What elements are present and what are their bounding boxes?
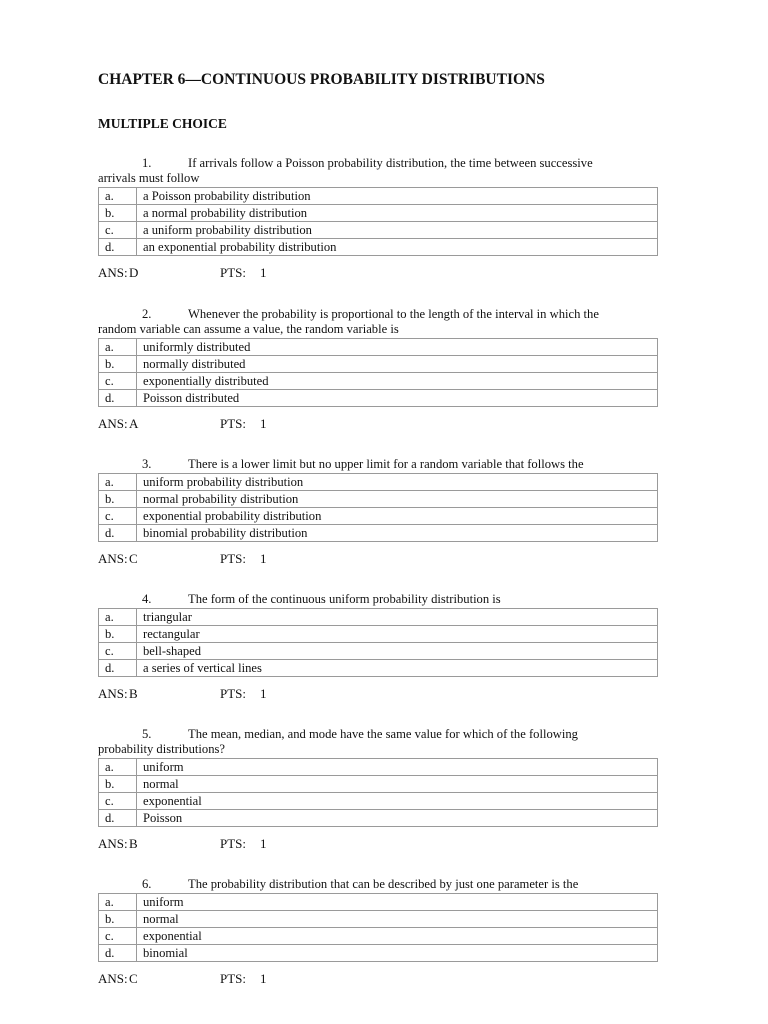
choice-row — [99, 626, 658, 643]
choice-letter: c. — [99, 222, 137, 239]
choice-row — [99, 776, 658, 793]
question-text-line1: The mean, median, and mode have the same value for which of the following — [188, 727, 578, 741]
choice-letter: d. — [99, 660, 137, 677]
answer-choices-table — [98, 473, 658, 542]
question-list — [98, 156, 660, 987]
question-text-line2: arrivals must follow — [98, 171, 200, 185]
choice-text: normal probability distribution — [137, 491, 658, 508]
choice-text: Poisson distributed — [137, 390, 658, 407]
choice-letter: c. — [99, 508, 137, 525]
choice-row — [99, 373, 658, 390]
choice-text: an exponential probability distribution — [137, 239, 658, 256]
answer-value: D — [129, 265, 139, 280]
choice-letter: d. — [99, 945, 137, 962]
question-number: 6. — [142, 877, 152, 891]
choice-row — [99, 239, 658, 256]
choice-text: normal — [137, 776, 658, 793]
points-value: 1 — [260, 836, 267, 851]
answer-choices-table — [98, 187, 658, 256]
choice-text: bell-shaped — [137, 643, 658, 660]
choice-text: uniform probability distribution — [137, 474, 658, 491]
choice-text: a normal probability distribution — [137, 205, 658, 222]
question-text-line1: Whenever the probability is proportional to the length of the interval in which the — [188, 307, 599, 321]
question-number: 4. — [142, 592, 152, 606]
choice-letter: d. — [99, 810, 137, 827]
question-text-line2: random variable can assume a value, the random variable is — [98, 322, 399, 336]
answer-line — [98, 971, 660, 987]
choice-letter: a. — [99, 759, 137, 776]
choice-text: a Poisson probability distribution — [137, 188, 658, 205]
answer-choices-table — [98, 338, 658, 407]
choice-letter: a. — [99, 894, 137, 911]
choice-row — [99, 911, 658, 928]
section-title: MULTIPLE CHOICE — [98, 116, 227, 131]
choice-text: exponential probability distribution — [137, 508, 658, 525]
answer-value: B — [129, 686, 138, 701]
choice-letter: c. — [99, 793, 137, 810]
points-value: 1 — [260, 971, 267, 986]
choice-text: normally distributed — [137, 356, 658, 373]
choice-letter: a. — [99, 609, 137, 626]
question-text-line1: There is a lower limit but no upper limit for a random variable that follows the — [188, 457, 584, 471]
question-number: 2. — [142, 307, 152, 321]
answer-line — [98, 686, 660, 702]
question-item — [98, 457, 660, 567]
points-value: 1 — [260, 686, 267, 701]
choice-letter: b. — [99, 491, 137, 508]
choice-row — [99, 945, 658, 962]
points-value: 1 — [260, 551, 267, 566]
question-item — [98, 156, 660, 281]
answer-line — [98, 551, 660, 567]
choice-row — [99, 894, 658, 911]
choice-letter: b. — [99, 626, 137, 643]
choice-row — [99, 222, 658, 239]
answer-choices-table — [98, 758, 658, 827]
choice-row — [99, 793, 658, 810]
question-stem — [98, 156, 660, 186]
choice-letter: b. — [99, 911, 137, 928]
points-label: PTS: — [220, 836, 247, 851]
choice-text: uniform — [137, 759, 658, 776]
choice-text: binomial — [137, 945, 658, 962]
chapter-title: CHAPTER 6—CONTINUOUS PROBABILITY DISTRIBUTIONS — [98, 71, 545, 88]
points-label: PTS: — [220, 971, 247, 986]
question-item — [98, 727, 660, 852]
answer-label: ANS: — [98, 686, 128, 701]
points-label: PTS: — [220, 416, 247, 431]
question-item — [98, 877, 660, 987]
choice-row — [99, 525, 658, 542]
choice-text: exponential — [137, 793, 658, 810]
points-value: 1 — [260, 265, 267, 280]
answer-label: ANS: — [98, 265, 128, 280]
choice-letter: d. — [99, 525, 137, 542]
question-text-line1: The form of the continuous uniform probability distribution is — [188, 592, 501, 606]
question-text-line1: If arrivals follow a Poisson probability distribution, the time between successive — [188, 156, 593, 170]
question-text-line2: probability distributions? — [98, 742, 225, 756]
choice-row — [99, 356, 658, 373]
answer-choices-table — [98, 893, 658, 962]
choice-letter: a. — [99, 474, 137, 491]
choice-row — [99, 491, 658, 508]
question-text-line1: The probability distribution that can be described by just one parameter is the — [188, 877, 579, 891]
choice-row — [99, 188, 658, 205]
answer-value: C — [129, 551, 138, 566]
choice-letter: a. — [99, 188, 137, 205]
answer-choices-table — [98, 608, 658, 677]
points-label: PTS: — [220, 265, 247, 280]
question-number: 3. — [142, 457, 152, 471]
choice-letter: c. — [99, 928, 137, 945]
choice-letter: b. — [99, 205, 137, 222]
question-stem — [98, 877, 660, 892]
answer-value: B — [129, 836, 138, 851]
choice-row — [99, 810, 658, 827]
answer-line — [98, 836, 660, 852]
choice-row — [99, 390, 658, 407]
answer-value: C — [129, 971, 138, 986]
choice-row — [99, 508, 658, 525]
question-stem — [98, 457, 660, 472]
choice-row — [99, 759, 658, 776]
choice-letter: b. — [99, 356, 137, 373]
choice-text: rectangular — [137, 626, 658, 643]
choice-text: exponentially distributed — [137, 373, 658, 390]
choice-text: uniformly distributed — [137, 339, 658, 356]
choice-text: binomial probability distribution — [137, 525, 658, 542]
answer-label: ANS: — [98, 971, 128, 986]
choice-text: Poisson — [137, 810, 658, 827]
answer-label: ANS: — [98, 551, 128, 566]
choice-letter: c. — [99, 373, 137, 390]
answer-line — [98, 416, 660, 432]
points-label: PTS: — [220, 686, 247, 701]
choice-row — [99, 205, 658, 222]
choice-row — [99, 609, 658, 626]
choice-row — [99, 474, 658, 491]
choice-letter: a. — [99, 339, 137, 356]
choice-row — [99, 660, 658, 677]
choice-text: a uniform probability distribution — [137, 222, 658, 239]
choice-letter: d. — [99, 390, 137, 407]
choice-row — [99, 928, 658, 945]
question-stem — [98, 307, 660, 337]
points-label: PTS: — [220, 551, 247, 566]
answer-label: ANS: — [98, 836, 128, 851]
choice-letter: b. — [99, 776, 137, 793]
choice-text: exponential — [137, 928, 658, 945]
answer-line — [98, 265, 660, 281]
answer-label: ANS: — [98, 416, 128, 431]
choice-text: triangular — [137, 609, 658, 626]
document-page — [98, 69, 660, 987]
question-item — [98, 592, 660, 702]
choice-text: a series of vertical lines — [137, 660, 658, 677]
choice-letter: d. — [99, 239, 137, 256]
choice-row — [99, 339, 658, 356]
choice-text: uniform — [137, 894, 658, 911]
question-number: 5. — [142, 727, 152, 741]
question-number: 1. — [142, 156, 152, 170]
choice-letter: c. — [99, 643, 137, 660]
choice-text: normal — [137, 911, 658, 928]
question-item — [98, 307, 660, 432]
question-stem — [98, 592, 660, 607]
choice-row — [99, 643, 658, 660]
points-value: 1 — [260, 416, 267, 431]
answer-value: A — [129, 416, 139, 431]
question-stem — [98, 727, 660, 757]
